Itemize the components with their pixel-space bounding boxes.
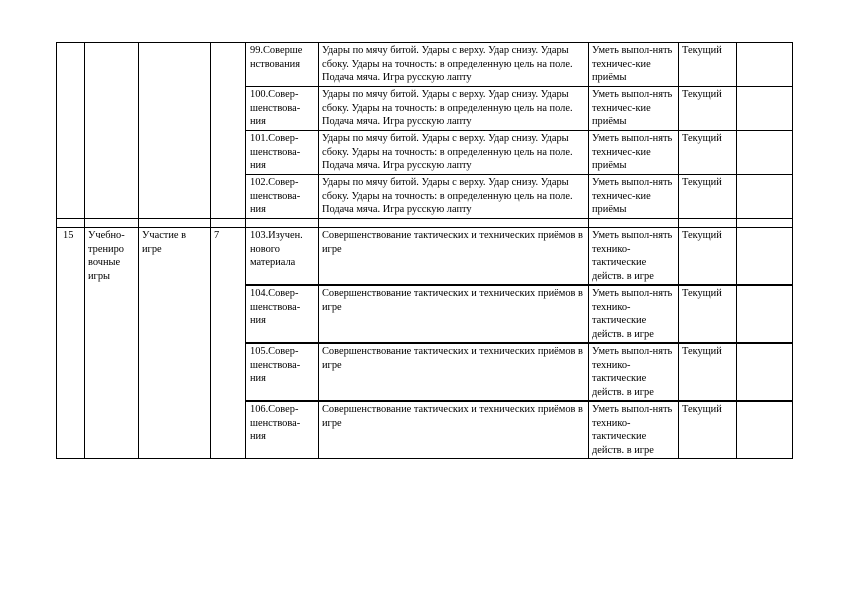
control-cell: Текущий [679,401,737,459]
skill-cell: Уметь выпол-нять техничес-кие приёмы [589,43,679,87]
empty-cell [737,228,793,286]
content-cell: Совершенствование тактических и технических приёмов в игре [319,285,589,343]
lesson-cell: 104.Совер-шенствова-ния [246,285,319,343]
content-cell: Совершенствование тактических и технических приёмов в игре [319,343,589,401]
lesson-cell: 103.Изучен. нового материала [246,228,319,286]
section-number: 15 [57,228,85,459]
content-cell: Совершенствование тактических и технических приёмов в игре [319,401,589,459]
lesson-cell: 106.Совер-шенствова-ния [246,401,319,459]
control-cell: Текущий [679,43,737,87]
skill-cell: Уметь выпол-нять техничес-кие приёмы [589,175,679,219]
skill-cell: Уметь выпол-нять технико-тактические действ. в игре [589,285,679,343]
lesson-cell: 99.Соверше нствования [246,43,319,87]
content-cell: Удары по мячу битой. Удары с верху. Удар снизу. Удары сбоку. Удары на точность: в определенную цель на поле. Подача мяча. Игра русскую лапту [319,43,589,87]
control-cell: Текущий [679,285,737,343]
empty-cell [211,43,246,219]
empty-cell [737,285,793,343]
lesson-cell: 102.Совер-шенствова-ния [246,175,319,219]
control-cell: Текущий [679,175,737,219]
skill-cell: Уметь выпол-нять технико-тактические действ. в игре [589,343,679,401]
control-cell: Текущий [679,131,737,175]
empty-cell [139,43,211,219]
empty-cell [737,175,793,219]
empty-cell [57,43,85,219]
control-cell: Текущий [679,228,737,286]
content-cell: Совершенствование тактических и технических приёмов в игре [319,228,589,286]
content-cell: Удары по мячу битой. Удары с верху. Удар снизу. Удары сбоку. Удары на точность: в определенную цель на поле. Подача мяча. Игра русскую лапту [319,87,589,131]
empty-cell [737,43,793,87]
control-cell: Текущий [679,343,737,401]
skill-cell: Уметь выпол-нять технико-тактические действ. в игре [589,401,679,459]
empty-cell [737,87,793,131]
content-cell: Удары по мячу битой. Удары с верху. Удар снизу. Удары сбоку. Удары на точность: в определенную цель на поле. Подача мяча. Игра русскую лапту [319,175,589,219]
lesson-cell: 100.Совер-шенствова-ния [246,87,319,131]
section-title: Учебно-трениро вочные игры [85,228,139,459]
lesson-plan-table [56,42,793,459]
empty-cell [737,401,793,459]
empty-cell [737,131,793,175]
table-row [57,43,793,87]
lesson-cell: 101.Совер-шенствова-ния [246,131,319,175]
control-cell: Текущий [679,87,737,131]
table-row [57,228,793,286]
skill-cell: Уметь выпол-нять техничес-кие приёмы [589,87,679,131]
content-cell: Удары по мячу битой. Удары с верху. Удар снизу. Удары сбоку. Удары на точность: в определенную цель на поле. Подача мяча. Игра русскую лапту [319,131,589,175]
separator-row [57,219,793,228]
section-topic: Участие в игре [139,228,211,459]
skill-cell: Уметь выпол-нять техничес-кие приёмы [589,131,679,175]
section-hours: 7 [211,228,246,459]
skill-cell: Уметь выпол-нять технико-тактические действ. в игре [589,228,679,286]
lesson-cell: 105.Совер-шенствова-ния [246,343,319,401]
empty-cell [85,43,139,219]
empty-cell [737,343,793,401]
